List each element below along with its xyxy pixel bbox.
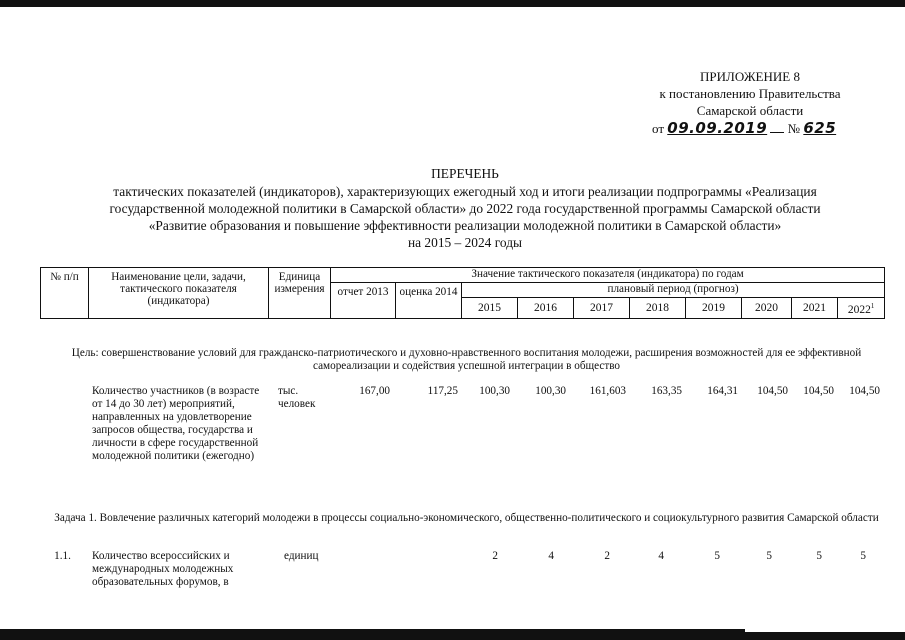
year-2016: 2016 <box>518 298 574 319</box>
indicator1-value-2013: 167,00 <box>359 385 390 397</box>
appendix-header <box>640 68 860 137</box>
indicator2-value-2018: 4 <box>658 550 664 562</box>
indicator1-unit: тыс. человек <box>278 385 316 410</box>
document-title <box>40 165 890 251</box>
indicator1-name: Количество участников (в возрасте от 14 до 30 лет) мероприятий, направленных на удовлетворение запросов общества, государства и личности в сфере государственной молодежной политики (ежегодно) <box>92 385 260 462</box>
header-number: № п/п <box>41 268 89 319</box>
year-2015: 2015 <box>462 298 518 319</box>
indicator2-value-2017: 2 <box>604 550 610 562</box>
title-line2: государственной молодежной политики в Самарской области» до 2022 года государственной программы Самарской области <box>109 201 821 216</box>
indicator1-value-2015: 100,30 <box>479 385 510 397</box>
indicator1-value-2016: 100,30 <box>535 385 566 397</box>
handwritten-date: 09.09.2019 <box>667 119 768 137</box>
indicator2-value-2020: 5 <box>766 550 772 562</box>
date-prefix: от <box>652 121 665 136</box>
year-2017: 2017 <box>574 298 630 319</box>
scan-top-border <box>0 0 905 7</box>
indicator1-value-2014: 117,25 <box>427 385 458 397</box>
header-report-2013: отчет 2013 <box>331 283 396 319</box>
header-values: Значение тактического показателя (индикатора) по годам <box>331 268 885 283</box>
title-line4: на 2015 – 2024 годы <box>407 235 523 250</box>
title-heading: ПЕРЕЧЕНЬ <box>431 166 499 181</box>
indicator2-name: Количество всероссийских и международных молодежных образовательных форумов, в <box>92 550 234 588</box>
task1-text: Задача 1. Вовлечение различных категорий молодежи в процессы социально-экономического, общественно-политического и социокультурного развития Самарской области <box>54 512 879 524</box>
indicator2-unit: единиц <box>284 550 319 562</box>
indicator1-value-2017: 161,603 <box>589 385 626 397</box>
indicator1-value-2020: 104,50 <box>757 385 788 397</box>
indicators-table-header <box>40 267 885 319</box>
year-2019: 2019 <box>686 298 742 319</box>
handwritten-number: 625 <box>803 119 837 137</box>
indicator1-value-2022: 104,50 <box>849 385 880 397</box>
indicator1-value-2019: 164,31 <box>707 385 738 397</box>
indicator2-value-2022: 5 <box>860 550 866 562</box>
header-plan-period: плановый период (прогноз) <box>462 283 885 298</box>
indicator2-value-2016: 4 <box>548 550 554 562</box>
appendix-title: ПРИЛОЖЕНИЕ 8 <box>700 69 800 84</box>
indicator1-value-2018: 163,35 <box>651 385 682 397</box>
number-prefix: № <box>787 121 801 136</box>
indicator2-number: 1.1. <box>54 550 71 562</box>
scan-bottom-border <box>0 632 905 640</box>
year-2021: 2021 <box>792 298 838 319</box>
appendix-line2: Самарской области <box>696 103 804 118</box>
header-estimate-2014: оценка 2014 <box>396 283 462 319</box>
title-line1: тактических показателей (индикаторов), характеризующих ежегодный ход и итоги реализации подпрограммы «Реализация <box>113 184 817 199</box>
indicator2-value-2019: 5 <box>714 550 720 562</box>
indicator2-value-2015: 2 <box>492 550 498 562</box>
goal-text: Цель: совершенствование условий для гражданско-патриотического и духовно-нравственного воспитания молодежи, расширения возможностей для ее эффективной самореализации и содействия успешной интеграции в общество <box>71 347 862 372</box>
year-2020: 2020 <box>742 298 792 319</box>
title-line3: «Развитие образования и повышение эффективности реализации молодежной политики в Самарской области» <box>148 218 782 233</box>
year-2022: 2022$^1$ <box>838 298 885 319</box>
indicator2-value-2021: 5 <box>816 550 822 562</box>
header-name: Наименование цели, задачи, тактического показателя (индикатора) <box>89 268 269 319</box>
indicator1-value-2021: 104,50 <box>803 385 834 397</box>
appendix-signature-line <box>640 120 860 137</box>
year-2018: 2018 <box>630 298 686 319</box>
header-unit: Единица измерения <box>269 268 331 319</box>
appendix-line1: к постановлению Правительства <box>659 86 841 101</box>
